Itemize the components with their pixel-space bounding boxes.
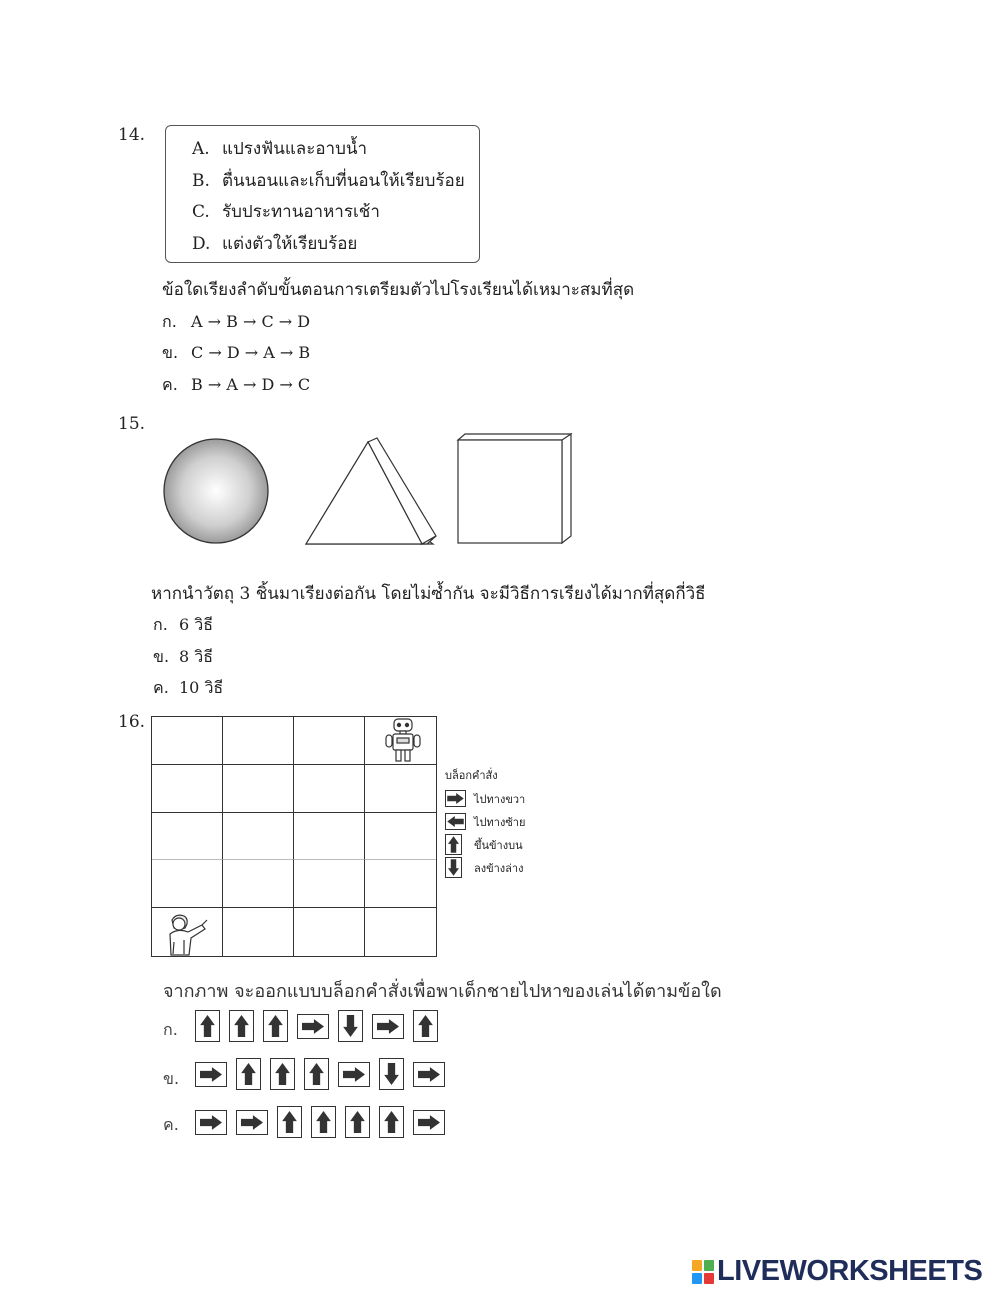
grid-cell	[294, 813, 365, 861]
arrow-up-icon	[311, 1106, 336, 1138]
step-a: A. แปรงฟันและอาบน้ำ	[192, 139, 368, 159]
arrow-right-icon	[297, 1014, 329, 1039]
question-number-14: 14.	[118, 125, 146, 145]
arrow-up-icon	[263, 1010, 288, 1042]
grid-cell	[294, 860, 365, 908]
question-number-16: 16.	[118, 712, 146, 732]
choice-16-c-sequence[interactable]	[195, 1106, 445, 1138]
grid-cell	[294, 908, 365, 956]
command-legend	[445, 766, 525, 879]
choice-14-a[interactable]: ก. A → B → C → D	[162, 312, 311, 331]
grid-cell	[152, 717, 223, 765]
grid-cell	[223, 813, 294, 861]
choice-15-a[interactable]: ก. 6 วิธี	[153, 615, 214, 634]
choice-15-b[interactable]: ข. 8 วิธี	[153, 647, 214, 666]
arrow-up-icon	[236, 1058, 261, 1090]
choice-16-c-label[interactable]: ค.	[163, 1115, 179, 1134]
choice-16-b-label[interactable]: ข.	[163, 1069, 180, 1088]
arrow-right-icon	[445, 790, 466, 807]
legend-item-left: ไปทางซ้าย	[445, 810, 525, 833]
question-text-16: จากภาพ จะออกแบบบล็อกคำสั่งเพื่อพาเด็กชายไปหาของเล่นได้ตามข้อใด	[163, 981, 722, 1002]
arrow-right-icon	[338, 1062, 370, 1087]
robot-toy-icon	[384, 718, 422, 764]
arrow-right-icon	[413, 1062, 445, 1087]
legend-item-right: ไปทางขวา	[445, 787, 525, 810]
shapes-figure	[160, 432, 580, 552]
logo-mark-icon	[692, 1260, 714, 1284]
arrow-down-icon	[445, 857, 462, 878]
grid-cell	[223, 717, 294, 765]
arrow-down-icon	[338, 1010, 363, 1042]
step-b: B. ตื่นนอนและเก็บที่นอนให้เรียบร้อย	[192, 170, 465, 191]
triangle-prism-icon	[306, 438, 436, 544]
arrow-right-icon	[236, 1110, 268, 1135]
arrow-right-icon	[195, 1062, 227, 1087]
step-d: D. แต่งตัวให้เรียบร้อย	[192, 234, 358, 255]
grid-cell	[152, 860, 223, 908]
grid-cell	[294, 765, 365, 813]
choice-15-c[interactable]: ค. 10 วิธี	[153, 678, 224, 697]
arrow-up-icon	[195, 1010, 220, 1042]
cube-icon	[458, 434, 571, 543]
arrow-right-icon	[195, 1110, 227, 1135]
grid-cell	[223, 908, 294, 956]
choice-16-b-sequence[interactable]	[195, 1058, 445, 1090]
legend-item-up: ขึ้นข้างบน	[445, 833, 525, 856]
arrow-down-icon	[379, 1058, 404, 1090]
choice-16-a-label[interactable]: ก.	[163, 1020, 178, 1039]
question-number-15: 15.	[118, 414, 146, 434]
choice-14-c[interactable]: ค. B → A → D → C	[162, 375, 311, 394]
grid-cell	[223, 765, 294, 813]
sphere-icon	[164, 439, 268, 543]
arrow-up-icon	[304, 1058, 329, 1090]
step-c: C. รับประทานอาหารเช้า	[192, 202, 380, 223]
legend-item-down: ลงข้างล่าง	[445, 856, 525, 879]
arrow-left-icon	[445, 813, 466, 830]
grid-cell	[365, 860, 436, 908]
arrow-right-icon	[372, 1014, 404, 1039]
grid-cell	[294, 717, 365, 765]
choice-14-b[interactable]: ข. C → D → A → B	[162, 343, 311, 362]
arrow-up-icon	[379, 1106, 404, 1138]
arrow-up-icon	[229, 1010, 254, 1042]
arrow-up-icon	[277, 1106, 302, 1138]
question-text-14: ข้อใดเรียงลำดับขั้นตอนการเตรียมตัวไปโรงเรียนได้เหมาะสมที่สุด	[162, 280, 635, 300]
grid-cell	[365, 765, 436, 813]
arrow-right-icon	[413, 1110, 445, 1135]
choice-16-a-sequence[interactable]	[195, 1010, 438, 1042]
steps-list	[192, 134, 465, 261]
grid-cell	[152, 765, 223, 813]
grid-cell	[365, 813, 436, 861]
arrow-up-icon	[345, 1106, 370, 1138]
grid-cell	[223, 860, 294, 908]
grid-cell	[365, 908, 436, 956]
arrow-up-icon	[445, 834, 462, 855]
arrow-up-icon	[270, 1058, 295, 1090]
legend-title: บล็อกคำสั่ง	[445, 769, 498, 782]
grid-cell	[152, 813, 223, 861]
liveworksheets-logo: LIVEWORKSHEETS	[692, 1255, 982, 1288]
question-text-15: หากนำวัตถุ 3 ชิ้นมาเรียงต่อกัน โดยไม่ซ้ำกัน จะมีวิธีการเรียงได้มากที่สุดกี่วิธี	[151, 584, 706, 604]
arrow-up-icon	[413, 1010, 438, 1042]
boy-icon	[164, 912, 214, 956]
